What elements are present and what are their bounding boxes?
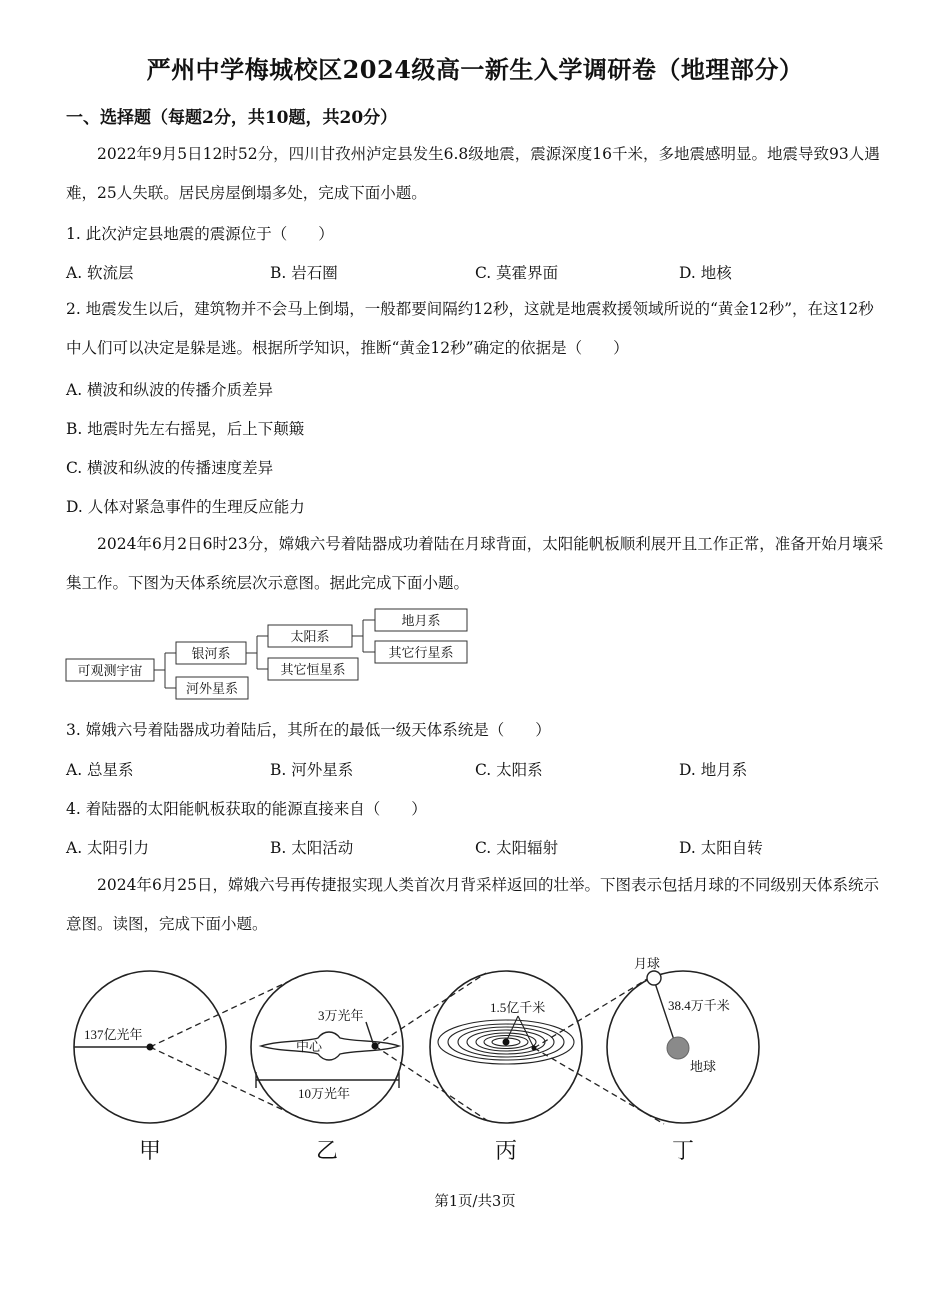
label-jia-radius: 137亿光年 xyxy=(84,1027,143,1042)
label-jia: 甲 xyxy=(138,1138,162,1163)
option-d[interactable]: D. 地核 xyxy=(679,264,732,282)
label-earth-moon: 地月系 xyxy=(401,613,441,628)
option-a[interactable]: A. 总星系 xyxy=(66,761,134,779)
option-d[interactable]: D. 太阳自转 xyxy=(679,839,763,857)
label-other-planet-systems: 其它行星系 xyxy=(388,645,454,660)
question-2-option-c[interactable]: C. 横波和纵波的传播速度差异 xyxy=(66,459,274,477)
material-earthquake: 2022年9月5日12时52分，四川甘孜州泸定县发生6.8级地震，震源深度16千米，多地震感明显。地震导致93人遇难，25人失联。居民房屋倒塌多处，完成下面小题。 xyxy=(66,145,880,202)
point-jia-center xyxy=(147,1044,154,1051)
galaxy-shape xyxy=(256,1022,399,1088)
point-earth-orbit xyxy=(532,1046,537,1051)
label-solar-system: 太阳系 xyxy=(290,629,330,644)
material-sample-return: 2024年6月25日，嫦娥六号再传捷报实现人类首次月背采样返回的壮举。下图表示包括月球的不同级别天体系统示意图。读图，完成下面小题。 xyxy=(66,876,880,933)
label-bing: 丙 xyxy=(494,1138,518,1163)
label-extragalactic: 河外星系 xyxy=(185,681,239,696)
question-1-options xyxy=(66,261,886,285)
label-yi-diameter: 10万光年 xyxy=(298,1086,351,1101)
question-4-stem: 4. 着陆器的太阳能帆板获取的能源直接来自（ ） xyxy=(66,800,427,818)
label-other-star-systems: 其它恒星系 xyxy=(280,662,346,677)
label-ding-earth: 地球 xyxy=(690,1059,717,1074)
question-2-option-a[interactable]: A. 横波和纵波的传播介质差异 xyxy=(66,381,274,399)
label-ding: 丁 xyxy=(671,1138,695,1163)
question-2-option-d[interactable]: D. 人体对紧急事件的生理反应能力 xyxy=(66,498,305,516)
celestial-systems-figure xyxy=(66,950,886,1170)
section-heading: 一、选择题（每题2分，共10题，共20分） xyxy=(66,108,398,128)
question-3-options xyxy=(66,758,886,782)
option-c[interactable]: C. 太阳辐射 xyxy=(475,839,559,857)
label-ding-moon: 月球 xyxy=(634,956,661,971)
celestial-hierarchy-diagram xyxy=(64,606,484,704)
label-yi-center: 中心 xyxy=(296,1039,323,1054)
moon-icon xyxy=(647,971,661,985)
option-a[interactable]: A. 太阳引力 xyxy=(66,839,150,857)
option-b[interactable]: B. 河外星系 xyxy=(270,761,354,779)
label-yi: 乙 xyxy=(315,1138,339,1163)
option-a[interactable]: A. 软流层 xyxy=(66,264,134,282)
circle-bing xyxy=(430,971,582,1123)
page-title: 严州中学梅城校区2024级高一新生入学调研卷（地理部分） xyxy=(146,55,804,84)
option-b[interactable]: B. 太阳活动 xyxy=(270,839,354,857)
option-c[interactable]: C. 莫霍界面 xyxy=(475,264,559,282)
point-sun xyxy=(503,1039,510,1046)
label-bing-distance: 1.5亿千米 xyxy=(490,1000,546,1015)
label-observable-universe: 可观测宇宙 xyxy=(77,663,143,678)
question-4-options xyxy=(66,836,886,860)
question-2-stem: 2. 地震发生以后，建筑物并不会马上倒塌，一般都要间隔约12秒，这就是地震救援领域所说的“黄金12秒”，在这12秒中人们可以决定是躲是逃。根据所学知识，推断“黄金12秒”确定的依据是（ ） xyxy=(66,300,874,357)
page-footer: 第1页/共3页 xyxy=(434,1194,516,1210)
point-sun-in-galaxy xyxy=(372,1043,379,1050)
label-ding-distance: 38.4万千米 xyxy=(668,998,730,1013)
option-c[interactable]: C. 太阳系 xyxy=(475,761,543,779)
earth-icon xyxy=(667,1037,689,1059)
label-yi-thickness: 3万光年 xyxy=(318,1008,364,1023)
question-1-stem: 1. 此次泸定县地震的震源位于（ ） xyxy=(66,225,334,243)
question-3-stem: 3. 嫦娥六号着陆器成功着陆后，其所在的最低一级天体系统是（ ） xyxy=(66,721,551,739)
option-b[interactable]: B. 岩石圈 xyxy=(270,264,338,282)
question-2-option-b[interactable]: B. 地震时先左右摇晃，后上下颠簸 xyxy=(66,420,305,438)
material-change6: 2024年6月2日6时23分，嫦娥六号着陆器成功着陆在月球背面，太阳能帆板顺利展开且工作正常，准备开始月壤采集工作。下图为天体系统层次示意图。据此完成下面小题。 xyxy=(66,535,884,592)
label-milky-way: 银河系 xyxy=(191,646,231,661)
option-d[interactable]: D. 地月系 xyxy=(679,761,748,779)
